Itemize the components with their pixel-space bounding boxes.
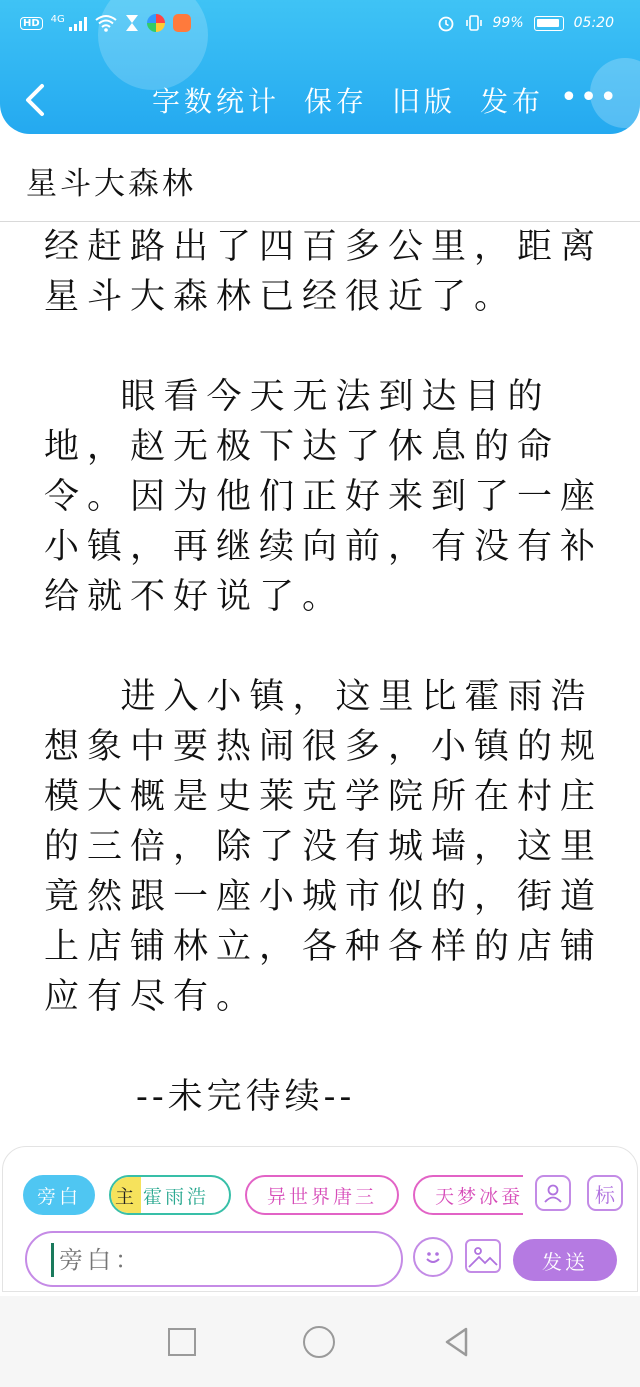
paragraph-gap	[44, 622, 604, 672]
chip-narrator[interactable]: 旁白	[23, 1175, 95, 1215]
wifi-icon	[95, 14, 117, 32]
text-line: 的三倍，除了没有城墙，这里	[44, 827, 604, 867]
emoji-button[interactable]	[413, 1237, 453, 1277]
chip-role[interactable]: 天梦冰蚕	[413, 1175, 523, 1215]
main-role-tag: 主	[111, 1177, 141, 1213]
text-line: 眼看今天无法到达目的	[44, 377, 551, 417]
signal-icon	[69, 15, 87, 31]
text-line: 小镇，再继续向前，有没有补	[44, 527, 604, 567]
message-input-box[interactable]	[25, 1231, 403, 1287]
smiley-icon	[419, 1243, 447, 1271]
editor-content[interactable]	[0, 222, 640, 1142]
text-line: 想象中要热闹很多，小镇的规	[44, 727, 604, 767]
text-line: 模大概是史莱克学院所在村庄	[44, 777, 604, 817]
app-notification-icon	[147, 14, 165, 32]
text-line: 令。因为他们正好来到了一座	[44, 477, 604, 517]
app-header	[0, 0, 640, 134]
send-button[interactable]: 发送	[513, 1239, 617, 1281]
hourglass-icon	[125, 14, 139, 32]
main-role-name: 霍雨浩	[143, 1185, 210, 1208]
role-chips	[23, 1175, 523, 1217]
chevron-left-icon	[18, 78, 54, 122]
tag-button[interactable]: 标	[587, 1175, 623, 1211]
text-line: 应有尽有。	[44, 977, 260, 1017]
recents-button[interactable]	[168, 1328, 196, 1356]
text-line: 上店铺林立，各种各样的店铺	[44, 927, 604, 967]
text-line: 竟然跟一座小城市似的，街道	[44, 877, 604, 917]
role-manage-button[interactable]	[535, 1175, 571, 1211]
text-line: 星斗大森林已经很近了。	[44, 277, 518, 317]
title-bar	[0, 134, 640, 222]
hd-icon: HD	[20, 17, 43, 30]
dialogue-panel	[2, 1146, 638, 1292]
chip-role[interactable]: 异世界唐三	[245, 1175, 399, 1215]
battery-icon	[534, 16, 564, 31]
to-be-continued-note: --未完待续--	[136, 1077, 356, 1117]
paragraph-gap	[44, 322, 604, 372]
back-nav-button[interactable]	[442, 1326, 472, 1358]
status-bar	[0, 0, 640, 52]
text-line: 经赶路出了四百多公里，距离	[44, 227, 604, 267]
publish-button[interactable]: 发布	[480, 85, 545, 118]
person-icon	[542, 1182, 564, 1204]
chip-main-role[interactable]	[109, 1175, 231, 1215]
back-button[interactable]	[18, 78, 54, 122]
chapter-text[interactable]	[44, 222, 604, 1122]
toolbar	[0, 72, 640, 128]
text-line: 给就不好说了。	[44, 577, 346, 617]
paragraph-gap	[44, 1022, 604, 1072]
message-input[interactable]	[59, 1241, 379, 1279]
network-label: 4G	[50, 13, 65, 25]
old-version-button[interactable]: 旧版	[392, 85, 457, 118]
triangle-back-icon	[442, 1326, 472, 1358]
app-notification-icon	[173, 14, 191, 32]
text-line: 地，赵无极下达了休息的命	[44, 427, 561, 467]
image-icon	[467, 1241, 499, 1271]
clock: 05:20	[573, 15, 614, 31]
alarm-icon	[437, 14, 455, 32]
text-caret	[51, 1243, 54, 1277]
save-button[interactable]: 保存	[304, 85, 369, 118]
home-button[interactable]	[303, 1326, 335, 1358]
chapter-title[interactable]: 星斗大森林	[26, 166, 196, 202]
battery-percent: 99%	[492, 15, 524, 31]
image-button[interactable]	[465, 1239, 501, 1273]
more-options-button[interactable]: •••	[560, 80, 620, 115]
word-count-button[interactable]: 字数统计	[152, 85, 281, 118]
system-nav-bar	[0, 1296, 640, 1387]
vibrate-icon	[465, 14, 483, 32]
text-line: 进入小镇，这里比霍雨浩	[44, 677, 594, 717]
